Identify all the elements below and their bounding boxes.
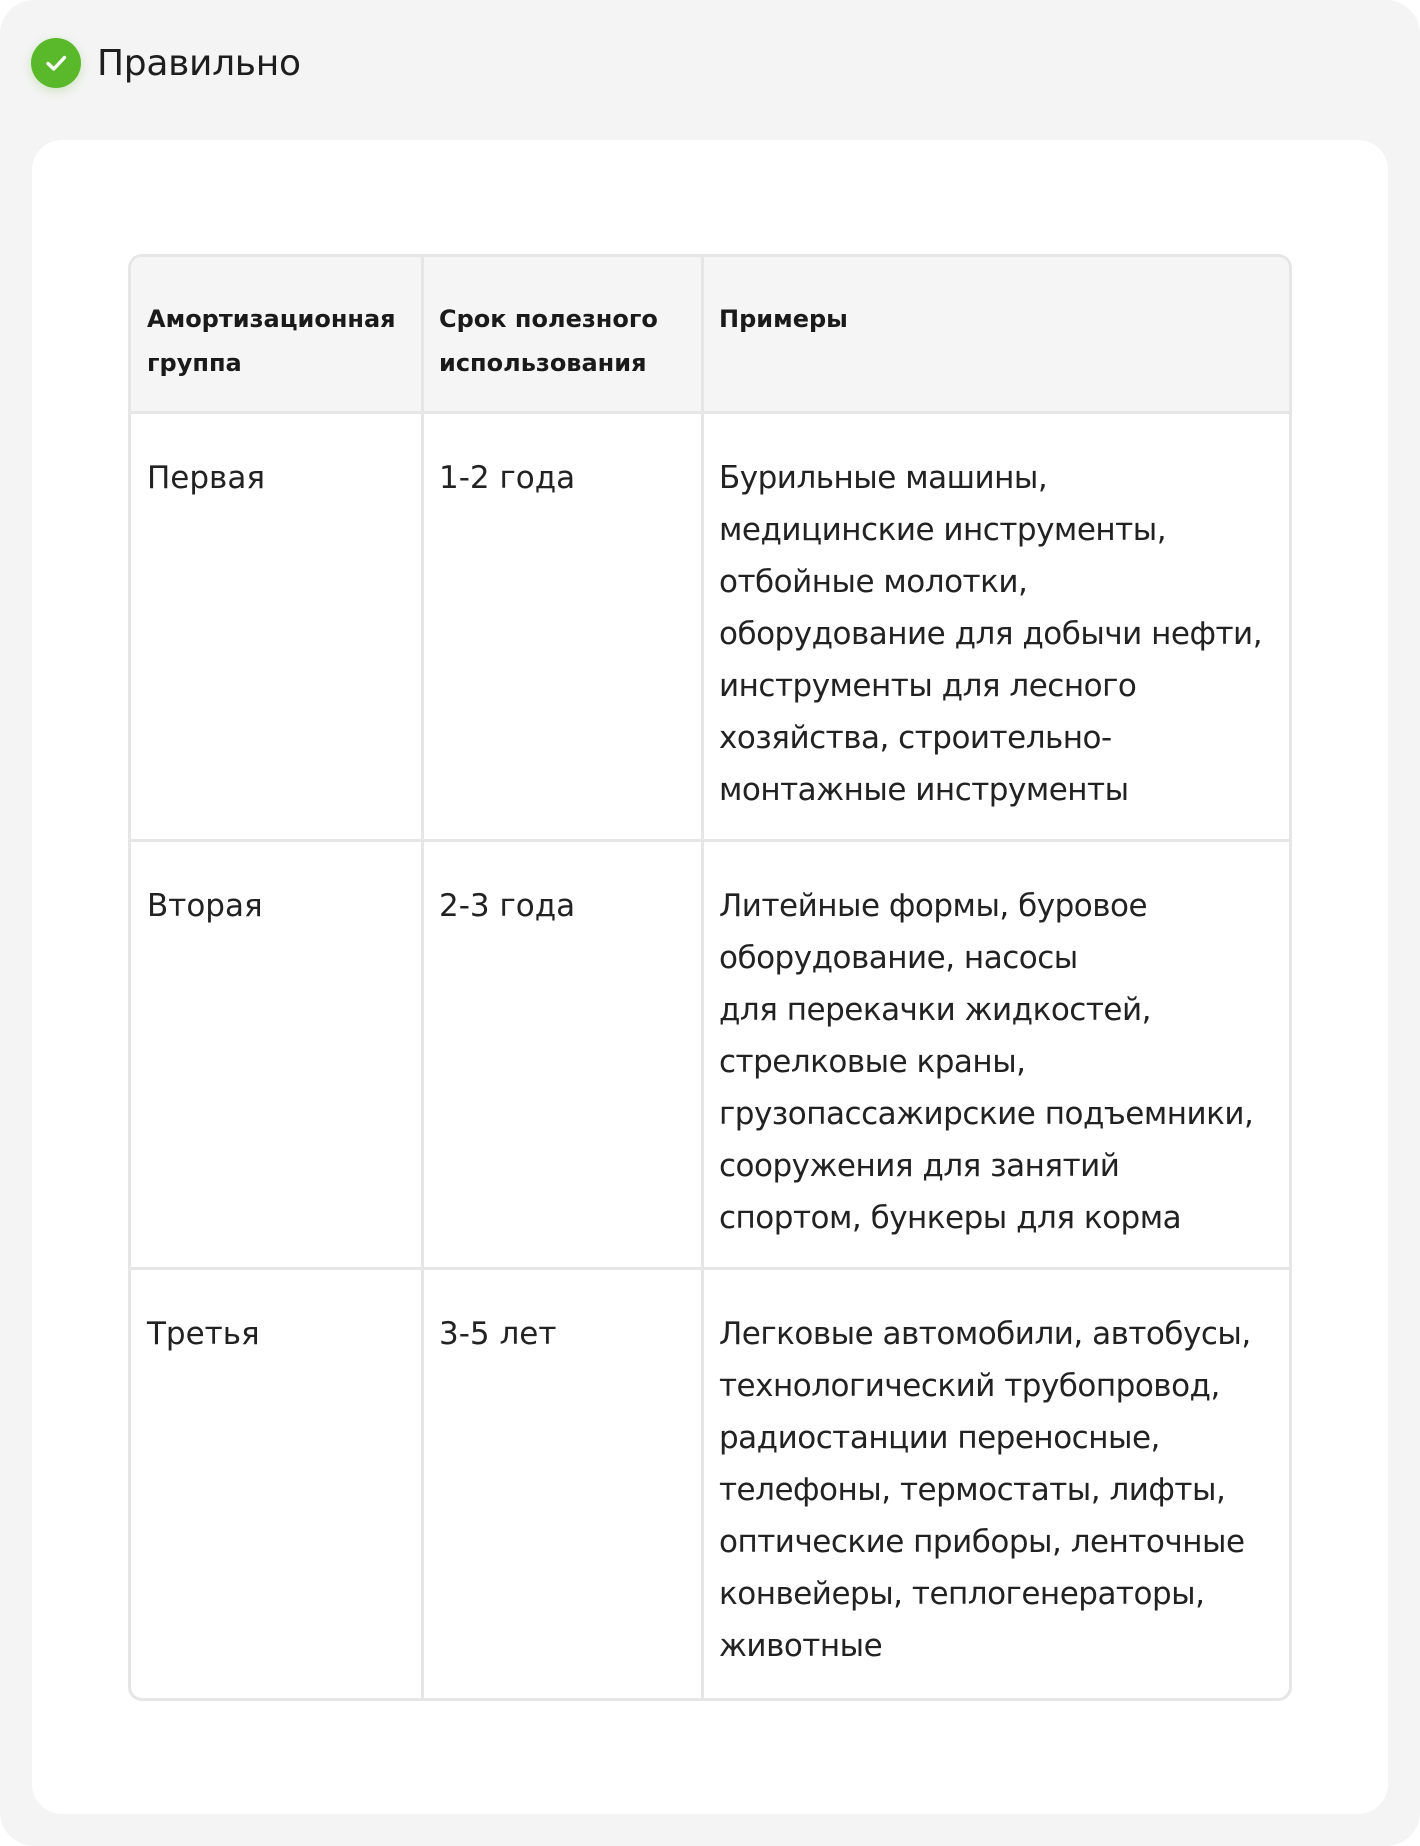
group-cell: Первая <box>147 460 265 496</box>
term-cell: 1-2 года <box>421 414 701 839</box>
panel-title: Правильно <box>97 42 301 84</box>
group-cell: Третья <box>147 1316 260 1352</box>
check-circle-icon <box>31 38 81 88</box>
column-header-examples: Примеры <box>701 257 1289 411</box>
term-cell: 3-5 лет <box>421 1270 701 1698</box>
table-row <box>131 1267 1289 1698</box>
content-card <box>32 140 1388 1814</box>
examples-cell: Бурильные машины, медицинские инструменты, отбойные молотки, оборудование для добычи нефти, инструменты для лесного хозяйства, строительно- монтажные инструменты <box>701 414 1289 839</box>
table-row <box>131 411 1289 839</box>
table-header-row <box>131 257 1289 411</box>
column-header-group: Амортизационная группа <box>147 305 396 377</box>
amortization-table <box>128 254 1292 1701</box>
group-cell: Вторая <box>147 888 263 924</box>
examples-cell: Литейные формы, буровое оборудование, насосы для перекачки жидкостей, стрелковые краны, грузопассажирские подъемники, сооружения для занятий спортом, бункеры для корма <box>701 842 1289 1267</box>
panel-header <box>31 38 301 88</box>
term-cell: 2-3 года <box>421 842 701 1267</box>
examples-cell: Легковые автомобили, автобусы, технологический трубопровод, радиостанции переносные, телефоны, термостаты, лифты, оптические приборы, ленточные конвейеры, теплогенераторы, животные <box>701 1270 1289 1698</box>
checkmark-icon <box>41 48 71 78</box>
column-header-term: Срок полезного использования <box>421 257 701 411</box>
table-row <box>131 839 1289 1267</box>
